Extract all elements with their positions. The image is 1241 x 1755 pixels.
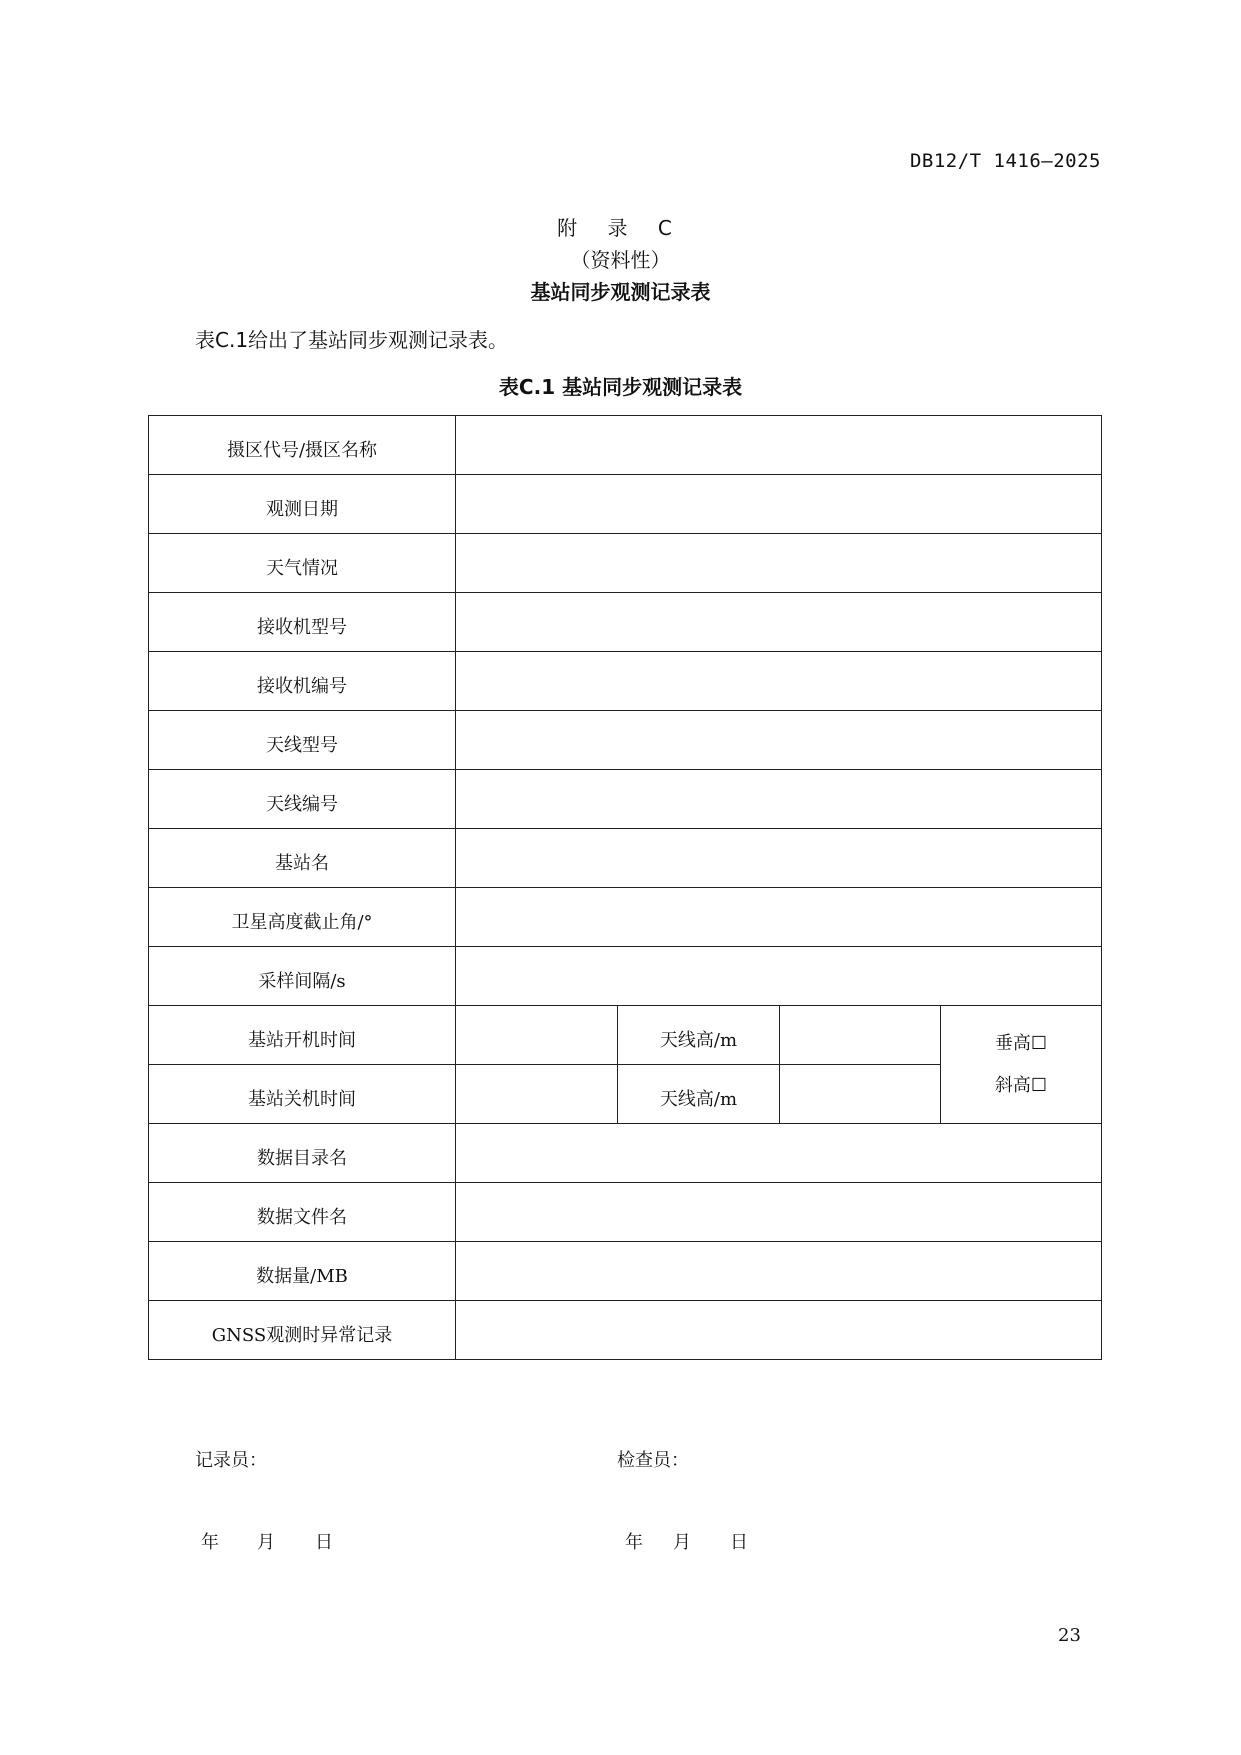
row-label: 天气情况: [149, 534, 456, 593]
page-number: 23: [1058, 1625, 1081, 1646]
row-label: 基站名: [149, 829, 456, 888]
appendix-nature: （资料性）: [570, 248, 671, 272]
year-label: 年: [201, 1532, 219, 1553]
recorder-label: 记录员：: [195, 1450, 267, 1471]
table-row: [149, 593, 1102, 652]
height-type-options: [941, 1006, 1102, 1124]
row-label: 接收机型号: [149, 593, 456, 652]
row-label: 采样间隔/s: [149, 947, 456, 1006]
table-row: [149, 947, 1102, 1006]
value-cell[interactable]: [456, 711, 1102, 770]
vertical-height-checkbox[interactable]: 垂高☐: [994, 1032, 1048, 1054]
table-row: [149, 416, 1102, 475]
table-row: [149, 711, 1102, 770]
table-row: [149, 829, 1102, 888]
row-label: 卫星高度截止角/°: [149, 888, 456, 947]
antenna-height-end-cell[interactable]: [780, 1065, 941, 1124]
month-label: 月: [673, 1532, 691, 1553]
row-label: 观测日期: [149, 475, 456, 534]
row-label: 天线编号: [149, 770, 456, 829]
value-cell[interactable]: [456, 888, 1102, 947]
row-label: 数据目录名: [149, 1124, 456, 1183]
row-label: 接收机编号: [149, 652, 456, 711]
month-label: 月: [257, 1532, 275, 1553]
record-table: [148, 415, 1102, 1360]
value-cell[interactable]: [456, 652, 1102, 711]
antenna-height-label: 天线高/m: [618, 1065, 780, 1124]
table-row: [149, 475, 1102, 534]
antenna-height-start-cell[interactable]: [780, 1006, 941, 1065]
table-row: [149, 888, 1102, 947]
year-label: 年: [625, 1532, 643, 1553]
table-row: [149, 534, 1102, 593]
value-cell[interactable]: [456, 416, 1102, 475]
appendix-title: 基站同步观测记录表: [530, 280, 711, 304]
value-cell[interactable]: [456, 947, 1102, 1006]
table-row: [149, 770, 1102, 829]
table-row: [149, 1301, 1102, 1360]
value-cell[interactable]: [456, 1301, 1102, 1360]
value-cell[interactable]: [456, 1183, 1102, 1242]
value-cell[interactable]: [456, 593, 1102, 652]
table-row: [149, 1124, 1102, 1183]
slant-height-checkbox[interactable]: 斜高☐: [994, 1074, 1048, 1096]
power-on-time-label: 基站开机时间: [149, 1006, 456, 1065]
row-label: 摄区代号/摄区名称: [149, 416, 456, 475]
value-cell[interactable]: [456, 1242, 1102, 1301]
table-row: [149, 1242, 1102, 1301]
power-off-time-cell[interactable]: [456, 1065, 618, 1124]
value-cell[interactable]: [456, 475, 1102, 534]
row-label: GNSS观测时异常记录: [149, 1301, 456, 1360]
power-off-time-label: 基站关机时间: [149, 1065, 456, 1124]
value-cell[interactable]: [456, 770, 1102, 829]
table-row: [149, 652, 1102, 711]
power-on-time-cell[interactable]: [456, 1006, 618, 1065]
antenna-height-label: 天线高/m: [618, 1006, 780, 1065]
checker-label: 检查员：: [617, 1450, 689, 1471]
intro-paragraph: 表C.1给出了基站同步观测记录表。: [195, 328, 509, 352]
value-cell[interactable]: [456, 1124, 1102, 1183]
appendix-label: 附 录 C: [557, 216, 684, 240]
row-label: 数据量/MB: [149, 1242, 456, 1301]
table-row: [149, 1183, 1102, 1242]
value-cell[interactable]: [456, 534, 1102, 593]
document-code: DB12/T 1416—2025: [909, 150, 1101, 172]
row-label: 天线型号: [149, 711, 456, 770]
table-row-power-on: [149, 1006, 1102, 1065]
day-label: 日: [730, 1532, 748, 1553]
value-cell[interactable]: [456, 829, 1102, 888]
table-caption: 表C.1 基站同步观测记录表: [498, 375, 743, 399]
row-label: 数据文件名: [149, 1183, 456, 1242]
day-label: 日: [315, 1532, 333, 1553]
